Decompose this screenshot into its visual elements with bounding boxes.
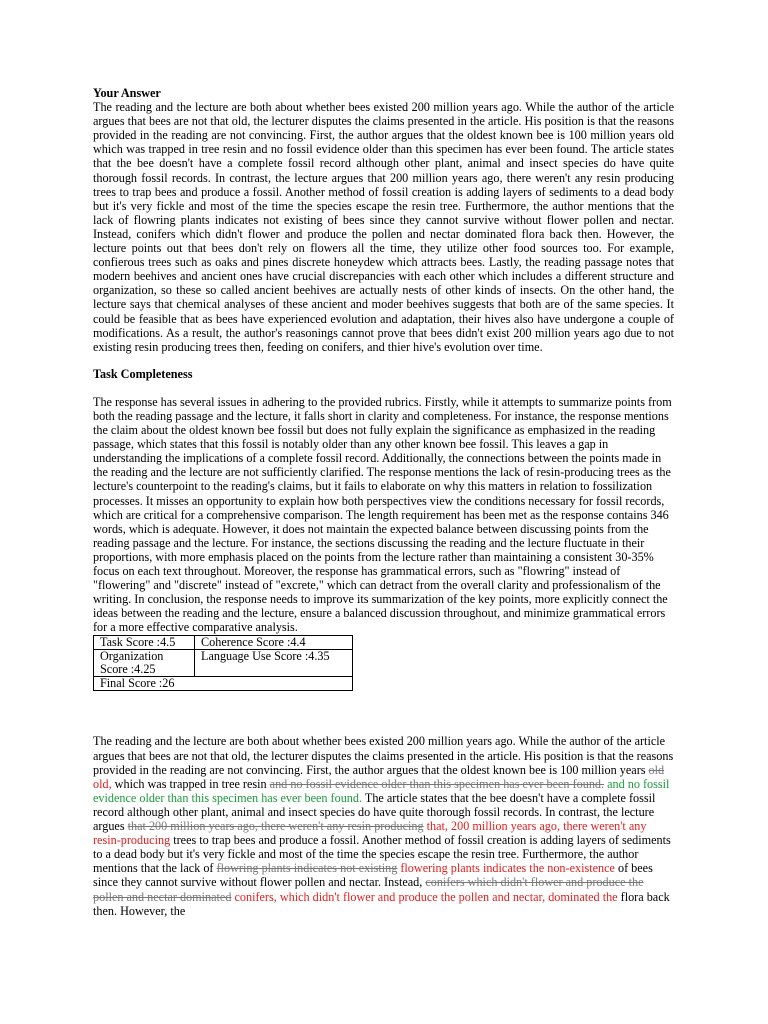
inserted-correction: old, [93,776,112,791]
score-row [94,636,353,650]
revision-text: The article states that the bee doesn't have a complete fossil record although other plant, animal and insect species do have quite thorough fossil records. In contrast, the lecture argues [93,790,656,834]
task-completeness-section [93,367,674,635]
task-score: Task Score :4.5 [94,636,195,650]
inserted-text: and no fossil evidence older than this specimen has ever been found. [93,776,670,805]
revision-text: trees to trap bees and produce a fossil. Another method of fossil creation is adding layers of sediments to a dead body but it's very fickle and most of the time the species escape the resin tree. Furthermore, the author mentions that the lack of [93,833,671,876]
revision-text: The reading and the lecture are both about whether bees existed 200 million years ago. While the author of the article argues that bees are not that old, the lecturer disputes the claims presented in the article. His position is that the reasons provided in the reading are not convincing. First, the author argues that the oldest known bee is 100 million years [93,734,674,777]
revised-answer-text [93,734,674,917]
task-completeness-heading: Task Completeness [93,366,193,381]
document-page [93,86,674,918]
inserted-correction: conifers, which didn't flower and produce the pollen and nectar, dominated the [234,889,618,904]
inserted-correction: flowering plants indicates the non-existence [400,861,615,876]
revision-text: of bees since they cannot survive without flower pollen and nectar. Instead, [93,861,653,890]
deleted-text: old [648,762,665,777]
coherence-score: Coherence Score :4.4 [195,636,353,650]
deleted-text: and no fossil evidence older than this specimen has ever been found. [269,776,605,791]
organization-score: Organization Score :4.25 [94,650,195,677]
deleted-text: conifers which didn't flower and produce the pollen and nectar dominated [93,875,644,904]
deleted-text: that 200 million years ago, there weren't any resin producing [127,819,424,834]
score-table [93,635,353,691]
final-score: Final Score :26 [94,677,353,691]
score-row [94,650,353,677]
revision-text: which was trapped in tree resin [111,776,270,791]
answer-heading: Your Answer [93,86,161,100]
score-row [94,677,353,691]
deleted-text: flowring plants indicates not existing [216,861,398,876]
inserted-correction: that, 200 million years ago, there weren't any resin-producing [93,819,647,848]
answer-text: The reading and the lecture are both about whether bees existed 200 million years ago. While the author of the article argues that bees are not that old, the lecturer disputes the claims presented in the article. His position is that the reasons provided in the reading are not convincing. First, the author argues that the oldest known bee is 100 million years old which was trapped in tree resin and no fossil evidence older than this specimen has ever been found. The article states that the bee doesn't have a complete fossil record although other plant, animal and insect species do have quite thorough fossil records. In contrast, the lecture argues that 200 million years ago, there weren't any resin producing trees to trap bees and produce a fossil. Another method of fossil creation is adding layers of sediments to a dead body but it's very fickle and most of the time the species escape the resin tree. Furthermore, the author mentions that the lack of flowring plants indicates not existing of bees since they cannot survive without flower pollen and nectar. Instead, conifers which didn't flower and produce the pollen and nectar dominated flora back then. However, the lecture points out that bees don't rely on flowers all the time, they utilize other food sources too. For example, confierous trees such as oaks and pines discrete honeydew which attracts bees. Lastly, the reading passage notes that modern beehives and ancient ones have crucial discrepancies with each other which includes a different structure and organization, so these so called ancient beehives are actually nests of other kinds of insects. On the other hand, the lecture says that chemical analyses of these ancient and moder beehives suggests that both are of the same species. It could be feasible that as bees have experienced evolution and adaptation, their hives also have undergone a couple of modifications. As a result, the author's reasonings cannot prove that bees didn't exist 200 million years ago due to not existing resin producing trees then, feeding on conifers, and thier hive's evolution over time. [93,100,674,354]
revision-text: flora back then. However, the [93,889,670,918]
task-completeness-text: The response has several issues in adhering to the provided rubrics. Firstly, while it attempts to summarize points from both the reading passage and the lecture, it falls short in clarity and completeness. For instance, the response mentions the claim about the oldest known bee fossil but does not fully explain the significance as emphasized in the reading passage, which states that this fossil is notably older than any other known bee fossil. This leaves a gap in understanding the implications of a complete fossil record. Additionally, the connections between the points made in the reading and the lecture are not sufficiently clarified. The response mentions the lack of resin-producing trees as the lecture's counterpoint to the reading's claims, but it fails to elaborate on why this matters in relation to fossilization processes. It misses an opportunity to explain how both perspectives view the conditions necessary for fossil records, which are critical for a comprehensive comparison. The length requirement has been met as the response contains 346 words, which is adequate. However, it does not maintain the expected balance between discussing points from the reading passage and the lecture. For instance, the sections discussing the reading and the lecture fluctuate in their proportions, with more emphasis placed on the points from the lecture rather than maintaining a consistent 30-35% focus on each text throughout. Moreover, the response has grammatical errors, such as "flowring" instead of "flowering" and "discrete" instead of "excrete," which can detract from the overall clarity and professionalism of the writing. In conclusion, the response needs to improve its summarization of the key points, more explicitly connect the ideas between the reading and the lecture, ensure a balanced discussion throughout, and minimize grammatical errors for a more effective comparative analysis. [93,394,672,635]
language-use-score: Language Use Score :4.35 [195,650,353,677]
